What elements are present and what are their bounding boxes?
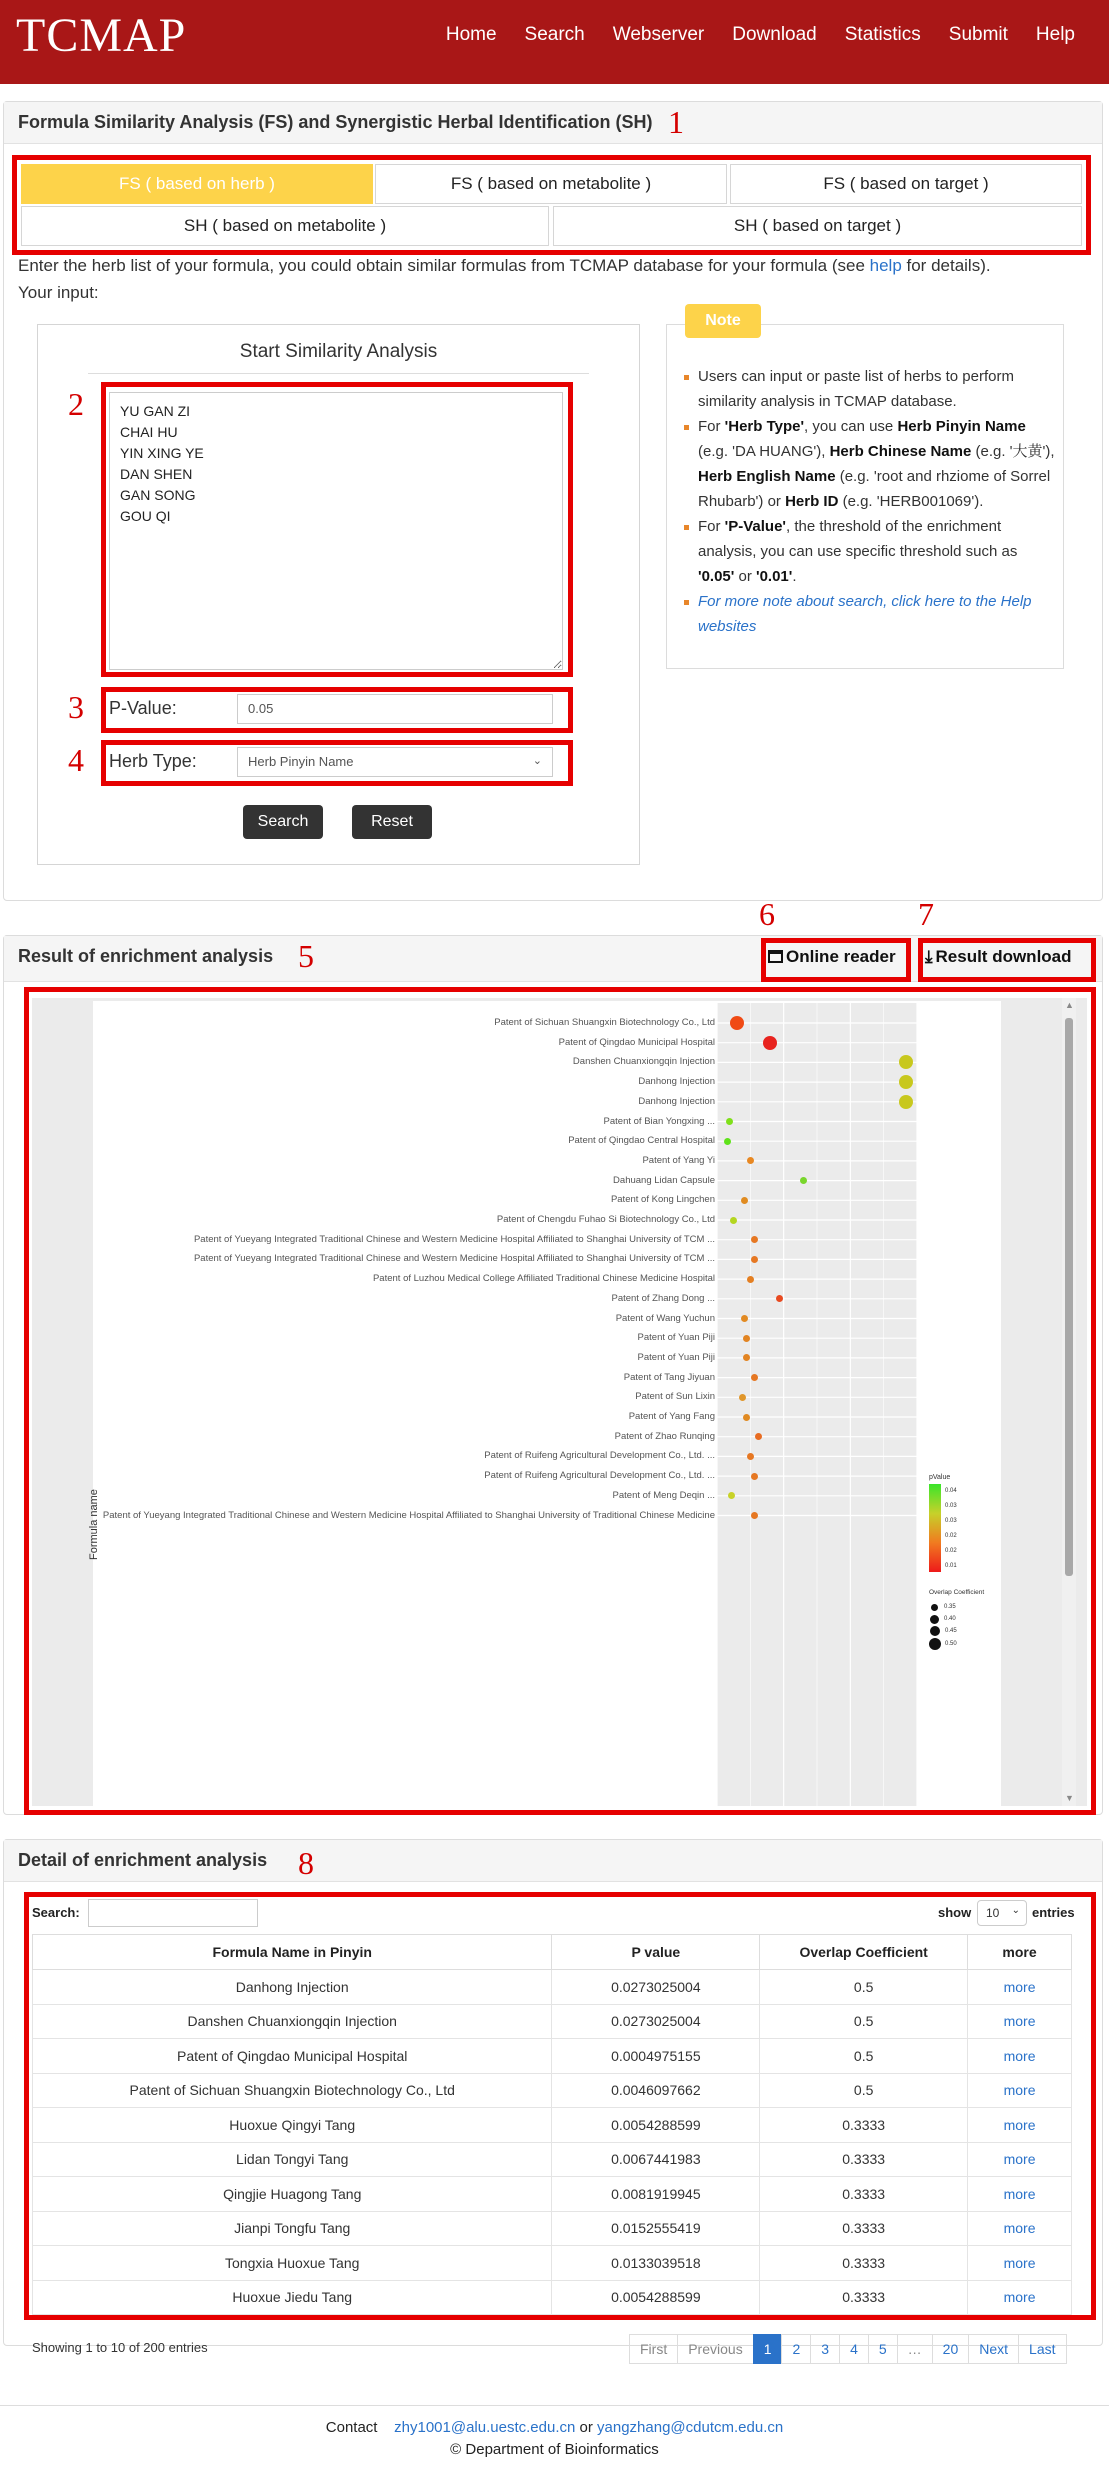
table-cell: 0.3333 — [760, 2108, 968, 2143]
nav-help[interactable]: Help — [1035, 24, 1075, 45]
chevron-down-icon: ⌄ — [1011, 1905, 1020, 1916]
herb-type-label: Herb Type: — [109, 751, 197, 771]
y-tick-label: Patent of Yueyang Integrated Traditional Chinese and Western Medicine Hospital Affiliated to Shanghai University of Traditional Chinese Medicine — [102, 1509, 715, 1521]
data-point — [743, 1414, 750, 1421]
y-tick-label: Patent of Yuan Piji — [637, 1351, 715, 1363]
table-row — [33, 2280, 1072, 2315]
y-tick-label: Patent of Zhao Runqing — [614, 1430, 715, 1442]
table-cell: 0.0046097662 — [552, 2073, 760, 2108]
table-cell: 0.0054288599 — [552, 2280, 760, 2315]
table-row — [33, 2004, 1072, 2039]
table-cell: Tongxia Huoxue Tang — [33, 2246, 552, 2281]
annotation-6: 6 — [759, 896, 775, 932]
site-logo[interactable]: TCMAP — [16, 9, 187, 62]
y-tick-label: Patent of Bian Yongxing ... — [603, 1115, 715, 1127]
pvalue-label: P-Value: — [109, 698, 177, 718]
y-tick-label: Danhong Injection — [638, 1076, 715, 1088]
note-badge: Note — [685, 304, 761, 338]
tab-fs-metabolite[interactable]: FS ( based on metabolite ) — [375, 164, 727, 204]
y-tick-label: Patent of Tang Jiyuan — [623, 1371, 715, 1383]
table-cell: 0.5 — [760, 1970, 968, 2005]
scroll-up-icon[interactable]: ▲ — [1065, 1000, 1074, 1010]
page-4[interactable]: 4 — [839, 2334, 869, 2364]
legend-overlap-title: Overlap Coefficient — [929, 1589, 985, 1596]
table-cell: 0.0152555419 — [552, 2211, 760, 2246]
table-cell: 0.3333 — [760, 2280, 968, 2315]
data-point — [724, 1138, 731, 1145]
table-cell: Huoxue Jiedu Tang — [33, 2280, 552, 2315]
nav-submit[interactable]: Submit — [948, 24, 1008, 45]
table-row — [33, 2177, 1072, 2212]
table-cell: Danshen Chuanxiongqin Injection — [33, 2004, 552, 2039]
annotation-5: 5 — [298, 938, 314, 974]
data-point — [747, 1453, 754, 1460]
scroll-down-icon[interactable]: ▼ — [1065, 1793, 1074, 1803]
annotation-8: 8 — [298, 1845, 314, 1881]
annotation-3: 3 — [68, 689, 84, 725]
y-tick-label: Danshen Chuanxiongqin Injection — [572, 1056, 715, 1068]
more-link[interactable]: more — [968, 2280, 1072, 2315]
table-cell: 0.0273025004 — [552, 2004, 760, 2039]
more-link[interactable]: more — [968, 2004, 1072, 2039]
table-cell: 0.5 — [760, 2039, 968, 2074]
data-point — [751, 1374, 758, 1381]
y-tick-label: Patent of Meng Deqin ... — [612, 1489, 715, 1501]
email-link-1[interactable]: zhy1001@alu.uestc.edu.cn — [394, 2419, 576, 2436]
footer-copyright: © Department of Bioinformatics — [450, 2441, 659, 2458]
col-more: more — [968, 1935, 1072, 1970]
note-item-2: For 'Herb Type', you can use Herb Pinyin Name (e.g. 'DA HUANG'), Herb Chinese Name (e.g. '大黄'), Herb English Name (e.g. 'root and rhziome of Sorrel Rhubarb') or Herb ID (e.g. 'HERB001069'). — [684, 414, 1056, 514]
note-item-4[interactable]: For more note about search, click here to the Help websites — [684, 589, 1056, 639]
pvalue-input[interactable]: 0.05 — [237, 694, 553, 724]
result-panel-title: Result of enrichment analysis — [4, 936, 1102, 982]
col-p-value[interactable]: P value — [552, 1935, 760, 1970]
page-ellipsis: … — [897, 2334, 933, 2364]
legend-pvalue-title: pValue — [929, 1474, 951, 1481]
col-overlap[interactable]: Overlap Coefficient — [760, 1935, 968, 1970]
y-tick-label: Patent of Qingdao Municipal Hospital — [558, 1036, 715, 1048]
col-formula-name[interactable]: Formula Name in Pinyin — [33, 1935, 552, 1970]
intro-text: Enter the herb list of your formula, you could obtain similar formulas from TCMAP database for your formula (see help for details). — [18, 256, 991, 275]
legend-pvalue-ticks: 0.04 0.03 0.03 0.02 0.02 0.01 — [945, 1488, 957, 1569]
online-reader-button[interactable]: Online reader — [768, 947, 896, 967]
table-row — [33, 2246, 1072, 2281]
table-search-label: Search: — [32, 1905, 80, 1920]
tab-sh-target[interactable]: SH ( based on target ) — [553, 206, 1082, 246]
legend-pvalue-gradient — [929, 1484, 941, 1572]
table-cell: 0.5 — [760, 2004, 968, 2039]
more-link[interactable]: more — [968, 2142, 1072, 2177]
table-cell: 0.0054288599 — [552, 2108, 760, 2143]
more-link[interactable]: more — [968, 2177, 1072, 2212]
annotation-1: 1 — [668, 104, 684, 140]
data-point — [730, 1217, 737, 1224]
table-cell: Lidan Tongyi Tang — [33, 2142, 552, 2177]
annotation-7: 7 — [918, 896, 934, 932]
note-item-3: For 'P-Value', the threshold of the enrichment analysis, you can use specific threshold such as '0.05' or '0.01'. — [684, 514, 1056, 589]
help-link[interactable]: help — [869, 256, 902, 275]
tab-sh-metabolite[interactable]: SH ( based on metabolite ) — [21, 206, 549, 246]
y-tick-label: Patent of Sichuan Shuangxin Biotechnology Co., Ltd — [494, 1017, 715, 1028]
y-tick-label: Patent of Yueyang Integrated Traditional Chinese and Western Medicine Hospital Affiliated to Shanghai University of TCM ... — [193, 1253, 715, 1265]
table-body — [33, 1970, 1072, 2315]
reset-button[interactable]: Reset — [352, 805, 432, 839]
more-link[interactable]: more — [968, 2246, 1072, 2281]
herb-type-selected: Herb Pinyin Name — [248, 754, 354, 769]
more-link[interactable]: more — [968, 1970, 1072, 2005]
data-point — [899, 1095, 913, 1109]
footer-contact: Contact zhy1001@alu.uestc.edu.cn or yangzhang@cdutcm.edu.cn — [325, 2419, 784, 2436]
table-row — [33, 2039, 1072, 2074]
legend-overlap: 0.35 0.40 0.45 0.50 — [929, 1601, 957, 1651]
table-cell: 0.5 — [760, 2073, 968, 2108]
table-cell: 0.3333 — [760, 2211, 968, 2246]
data-point — [747, 1276, 754, 1283]
table-cell: Huoxue Qingyi Tang — [33, 2108, 552, 2143]
y-tick-label: Patent of Ruifeng Agricultural Development Co., Ltd. ... — [484, 1450, 715, 1462]
table-cell: Jianpi Tongfu Tang — [33, 2211, 552, 2246]
table-row — [33, 2108, 1072, 2143]
page-first[interactable]: First — [629, 2334, 678, 2364]
nav-webserver[interactable]: Webserver — [612, 24, 705, 45]
nav-download[interactable]: Download — [732, 24, 817, 45]
page-20[interactable]: 20 — [932, 2334, 970, 2364]
data-point — [751, 1236, 758, 1243]
data-point — [751, 1473, 758, 1480]
note-item-1: Users can input or paste list of herbs to perform similarity analysis in TCMAP database. — [684, 364, 1056, 414]
detail-table — [32, 1934, 1072, 2315]
page-next[interactable]: Next — [968, 2334, 1019, 2364]
annotation-4: 4 — [68, 742, 84, 778]
page-2[interactable]: 2 — [781, 2334, 811, 2364]
download-icon: ⤓ — [925, 947, 933, 966]
footer — [0, 2405, 1109, 2406]
search-button[interactable]: Search — [243, 805, 323, 839]
table-cell: 0.0273025004 — [552, 1970, 760, 2005]
y-tick-label: Patent of Yang Fang — [628, 1411, 715, 1422]
data-point — [755, 1433, 762, 1440]
show-label: show — [938, 1905, 972, 1920]
table-cell: Patent of Qingdao Municipal Hospital — [33, 2039, 552, 2074]
nav-home[interactable]: Home — [445, 24, 497, 45]
chevron-down-icon: ⌄ — [532, 755, 542, 767]
data-point — [751, 1256, 758, 1263]
y-tick-label: Patent of Chengdu Fuhao Si Biotechnology Co., Ltd — [496, 1214, 715, 1225]
pagination — [630, 2334, 1067, 2364]
data-point — [751, 1512, 758, 1519]
page-last[interactable]: Last — [1018, 2334, 1066, 2364]
page-5[interactable]: 5 — [868, 2334, 898, 2364]
table-search-input[interactable] — [88, 1899, 258, 1927]
your-input-label: Your input: — [18, 283, 99, 302]
y-tick-label: Danhong Injection — [638, 1095, 715, 1107]
y-tick-label: Dahuang Lidan Capsule — [613, 1174, 715, 1186]
table-cell: 0.3333 — [760, 2142, 968, 2177]
email-link-2[interactable]: yangzhang@cdutcm.edu.cn — [597, 2419, 784, 2436]
table-row — [33, 2142, 1072, 2177]
nav-statistics[interactable]: Statistics — [844, 24, 921, 45]
page-3[interactable]: 3 — [810, 2334, 840, 2364]
y-tick-label: Patent of Ruifeng Agricultural Development Co., Ltd. ... — [484, 1470, 715, 1482]
more-link[interactable]: more — [968, 2039, 1072, 2074]
start-analysis-title: Start Similarity Analysis — [239, 341, 438, 362]
table-cell: 0.3333 — [760, 2246, 968, 2281]
table-row — [33, 2073, 1072, 2108]
table-cell: 0.0081919945 — [552, 2177, 760, 2212]
nav-search[interactable]: Search — [524, 24, 585, 45]
y-tick-label: Patent of Zhang Dong ... — [611, 1292, 715, 1304]
tab-fs-herb[interactable]: FS ( based on herb ) — [21, 164, 373, 204]
page-previous[interactable]: Previous — [677, 2334, 753, 2364]
more-link[interactable]: more — [968, 2073, 1072, 2108]
page-1[interactable]: 1 — [753, 2334, 783, 2364]
y-tick-label: Patent of Wang Yuchun — [615, 1312, 715, 1324]
table-cell: Patent of Sichuan Shuangxin Biotechnology Co., Ltd — [33, 2073, 552, 2108]
y-tick-label: Patent of Yang Yi — [642, 1154, 715, 1166]
y-tick-label: Patent of Luzhou Medical College Affiliated Traditional Chinese Medicine Hospital — [372, 1273, 715, 1285]
table-cell: 0.0133039518 — [552, 2246, 760, 2281]
y-tick-label: Patent of Yueyang Integrated Traditional Chinese and Western Medicine Hospital Affiliated to Shanghai University of TCM ... — [193, 1233, 715, 1245]
more-link[interactable]: more — [968, 2108, 1072, 2143]
y-tick-label: Patent of Yuan Piji — [637, 1332, 715, 1344]
y-tick-label: Patent of Sun Lixin — [635, 1391, 715, 1403]
y-tick-label: Patent of Kong Lingchen — [610, 1194, 715, 1206]
annotation-2: 2 — [68, 386, 84, 422]
table-cell: Danhong Injection — [33, 1970, 552, 2005]
more-link[interactable]: more — [968, 2211, 1072, 2246]
data-point — [776, 1295, 783, 1302]
y-axis-title: Formula name — [88, 1489, 100, 1560]
table-cell: 0.0004975155 — [552, 2039, 760, 2074]
y-tick-label: Patent of Qingdao Central Hospital — [568, 1135, 715, 1147]
table-cell: 0.0067441983 — [552, 2142, 760, 2177]
table-header-row — [33, 1935, 1072, 1970]
data-point — [743, 1335, 750, 1342]
table-info: Showing 1 to 10 of 200 entries — [32, 2340, 208, 2355]
entries-select[interactable]: 10 ⌄ — [977, 1900, 1027, 1926]
table-cell: Qingjie Huagong Tang — [33, 2177, 552, 2212]
table-row — [33, 2211, 1072, 2246]
analysis-panel-title: Formula Similarity Analysis (FS) and Synergistic Herbal Identification (SH) — [4, 102, 1102, 144]
detail-panel-title: Detail of enrichment analysis — [4, 1840, 1102, 1882]
data-point — [763, 1036, 777, 1050]
table-cell: 0.3333 — [760, 2177, 968, 2212]
result-download-button[interactable]: ⤓ Result download — [925, 947, 1072, 966]
tab-fs-target[interactable]: FS ( based on target ) — [730, 164, 1082, 204]
table-row — [33, 1970, 1072, 2005]
entries-label: entries — [1032, 1905, 1075, 1920]
